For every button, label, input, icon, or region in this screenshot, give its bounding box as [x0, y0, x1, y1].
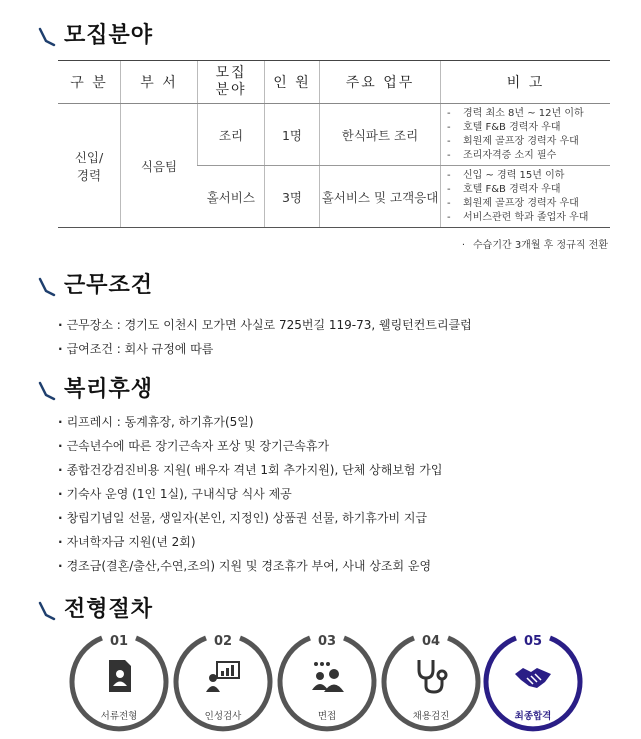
step-document-screening: [66, 630, 172, 736]
list-item: · 자녀학자금 지원(년 2회): [58, 530, 442, 554]
step-number: 01: [109, 634, 129, 649]
conditions-list: [58, 313, 472, 361]
header-duty: 주요 업무: [320, 61, 441, 104]
cell-category: 신입/ 경력: [58, 104, 121, 228]
section-title-process: 전형절차: [64, 597, 154, 622]
step-label: 서류전형: [100, 711, 138, 722]
tick-mark-icon: [38, 387, 56, 403]
list-item: · 리프레시 : 동계휴장, 하기휴가(5일): [58, 410, 442, 434]
step-final-acceptance: [480, 630, 586, 736]
list-item: · 근속년수에 따른 장기근속자 포상 및 장기근속휴가: [58, 434, 442, 458]
cell-department: 식음팀: [121, 104, 198, 228]
step-label: 면접: [317, 711, 337, 722]
section-recruit: [38, 18, 153, 49]
welfare-list: [58, 410, 442, 578]
step-number: 05: [523, 634, 543, 649]
process-steps: [66, 630, 586, 736]
step-label: 최종합격: [514, 711, 552, 722]
step-personality-test: [170, 630, 276, 736]
section-title-conditions: 근무조건: [64, 273, 154, 298]
note-item: - 호텔 F&B 경력자 우대: [447, 121, 604, 135]
section-title-recruit: 모집분야: [64, 23, 154, 48]
section-title-welfare: 복리후생: [64, 377, 154, 402]
section-process: [38, 592, 153, 623]
step-number: 04: [421, 634, 441, 649]
note-item: - 경력 최소 8년 ~ 12년 이하: [447, 107, 604, 121]
step-number: 02: [213, 634, 233, 649]
tick-mark-icon: [38, 283, 56, 299]
recruit-table: [58, 60, 610, 228]
header-field: 모집 분야: [198, 61, 265, 104]
cell-notes: [441, 104, 611, 166]
header-department: 부 서: [121, 61, 198, 104]
cell-notes: [441, 166, 611, 228]
section-welfare: [38, 372, 153, 403]
cell-duty: 한식파트 조리: [320, 104, 441, 166]
cell-count: 1명: [265, 104, 320, 166]
header-notes: 비 고: [441, 61, 611, 104]
step-interview: [274, 630, 380, 736]
list-item: · 근무장소 : 경기도 이천시 모가면 사실로 725번길 119-73, 웰링턴컨트리클럽: [58, 313, 472, 337]
tick-mark-icon: [38, 607, 56, 623]
list-item: · 창립기념일 선물, 생일자(본인, 지정인) 상품권 선물, 하기휴가비 지급: [58, 506, 442, 530]
section-conditions: [38, 268, 153, 299]
cell-count: 3명: [265, 166, 320, 228]
step-number: 03: [317, 634, 337, 649]
step-label: 인성검사: [204, 711, 242, 722]
cell-field: 조리: [198, 104, 265, 166]
table-footnote: · 수습기간 3개월 후 정규직 전환: [462, 236, 608, 251]
table-row: [58, 104, 610, 166]
tick-mark-icon: [38, 33, 56, 49]
step-medical-check: [378, 630, 484, 736]
step-label: 채용검진: [412, 711, 450, 722]
note-item: - 호텔 F&B 경력자 우대: [447, 183, 604, 197]
header-category: 구 분: [58, 61, 121, 104]
list-item: · 급여조건 : 회사 규정에 따름: [58, 337, 472, 361]
note-item: - 서비스관련 학과 졸업자 우대: [447, 211, 604, 225]
note-item: - 회원제 골프장 경력자 우대: [447, 135, 604, 149]
list-item: · 기숙사 운영 (1인 1실), 구내식당 식사 제공: [58, 482, 442, 506]
list-item: · 종합건강검진비용 지원( 배우자 격년 1회 추가지원), 단체 상해보험 가입: [58, 458, 442, 482]
note-item: - 회원제 골프장 경력자 우대: [447, 197, 604, 211]
list-item: · 경조금(결혼/출산,수연,조의) 지원 및 경조휴가 부여, 사내 상조회 운영: [58, 554, 442, 578]
cell-duty: 홀서비스 및 고객응대: [320, 166, 441, 228]
header-count: 인 원: [265, 61, 320, 104]
note-item: - 신입 ~ 경력 15년 이하: [447, 169, 604, 183]
cell-field: 홀서비스: [198, 166, 265, 228]
note-item: - 조리자격증 소지 필수: [447, 149, 604, 163]
